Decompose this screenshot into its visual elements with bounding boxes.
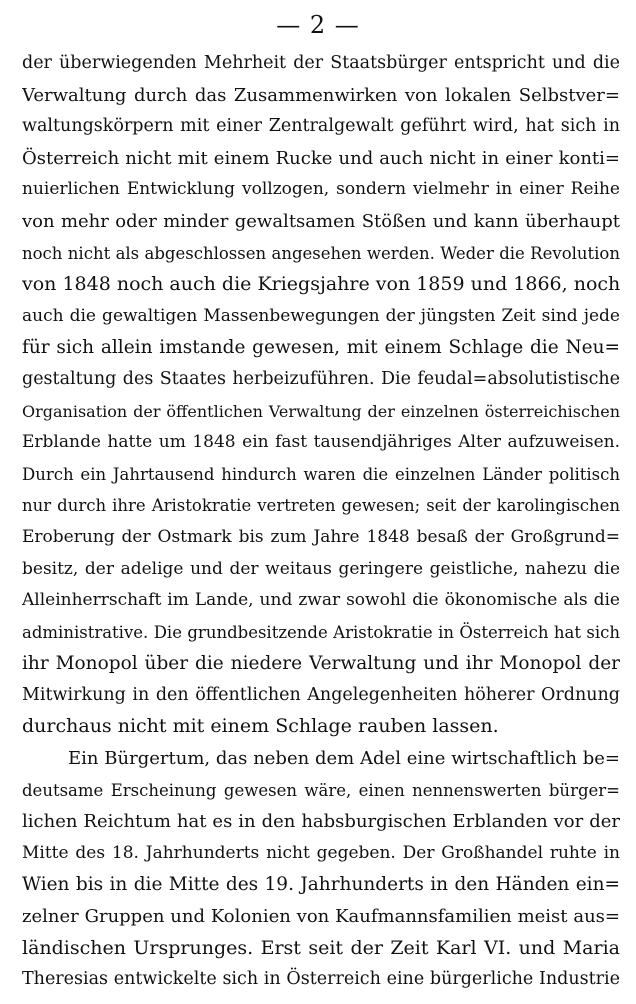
text-line: Theresias entwickelte sich in Österreich eine bürgerliche Industrie — [22, 969, 620, 990]
text-line: der überwiegenden Mehrheit der Staatsbürger entspricht und die — [22, 53, 620, 73]
text-line: von mehr oder minder gewaltsamen Stößen und kann überhaupt — [22, 210, 620, 232]
paragraph-1 — [22, 48, 620, 743]
text-line: Verwaltung durch das Zusammenwirken von lokalen Selbstver= — [22, 84, 620, 106]
text-line: durchaus nicht mit einem Schlage rauben lassen. — [22, 715, 499, 738]
text-line: ihr Monopol über die niedere Verwaltung und ihr Monopol der — [22, 653, 620, 675]
text-line: waltungskörpern mit einer Zentralgewalt geführt wird, hat sich in — [22, 116, 620, 137]
page-number: — 2 — — [276, 11, 360, 39]
text-line: deutsame Erscheinung gewesen wäre, einen nennenswerten bürger= — [22, 780, 620, 800]
text-line: ländischen Ursprunges. Erst seit der Zeit Karl VI. und Maria — [22, 936, 620, 959]
text-line: Mitte des 18. Jahrhunderts nicht gegeben. Der Großhandel ruhte in — [22, 842, 620, 863]
text-line: Wien bis in die Mitte des 19. Jahrhunderts in den Händen ein= — [22, 874, 620, 896]
text-line: besitz, der adelige und der weitaus geringere geistliche, nahezu die — [22, 558, 620, 579]
text-line: nur durch ihre Aristokratie vertreten gewesen; seit der karolingischen — [22, 496, 620, 516]
text-line: nuierlichen Entwicklung vollzogen, sondern vielmehr in einer Reihe — [22, 179, 620, 200]
text-line: Alleinherrschaft im Lande, und zwar sowohl die ökonomische als die — [22, 590, 620, 611]
text-line: noch nicht als abgeschlossen angesehen werden. Weder die Revolution — [22, 243, 620, 263]
body-text — [22, 48, 620, 996]
text-line: Organisation der öffentlichen Verwaltung der einzelnen österreichischen — [22, 401, 620, 421]
text-line: Ein Bürgertum, das neben dem Adel eine wirtschaftlich be= — [68, 748, 620, 770]
text-line: lichen Reichtum hat es in den habsburgischen Erblanden vor der — [22, 811, 620, 833]
text-line: für sich allein imstande gewesen, mit einem Schlage die Neu= — [22, 337, 620, 359]
text-line: Durch ein Jahrtausend hindurch waren die einzelnen Länder politisch — [22, 464, 620, 484]
text-line: Eroberung der Ostmark bis zum Jahre 1848 besaß der Großgrund= — [22, 526, 620, 547]
text-line: auch die gewaltigen Massenbewegungen der jüngsten Zeit sind jede — [22, 305, 620, 326]
text-line: von 1848 noch auch die Kriegsjahre von 1859 und 1866, noch — [22, 273, 620, 296]
text-line: Österreich nicht mit einem Rucke und auch nicht in einer konti= — [22, 147, 620, 169]
text-line: administrative. Die grundbesitzende Aristokratie in Österreich hat sich — [22, 622, 620, 642]
text-line: gestaltung des Staates herbeizuführen. Die feudal=absolutistische — [22, 368, 620, 389]
text-line: Erblande hatte um 1848 ein fast tausendjähriges Alter aufzuweisen. — [22, 432, 620, 453]
text-line: zelner Gruppen und Kolonien von Kaufmannsfamilien meist aus= — [22, 906, 620, 928]
text-line: Mitwirkung in den öffentlichen Angelegenheiten höherer Ordnung — [22, 684, 620, 705]
paragraph-2 — [22, 743, 620, 996]
